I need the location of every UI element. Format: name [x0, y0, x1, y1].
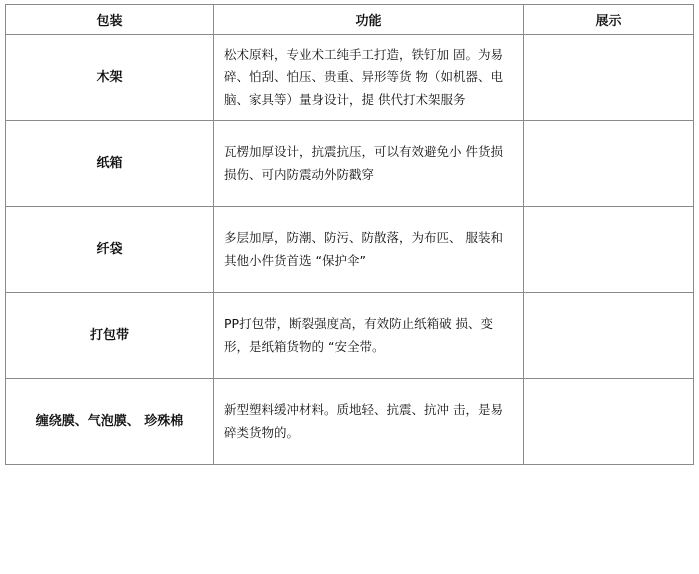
- table-row: [6, 207, 694, 293]
- table-row: [6, 35, 694, 121]
- packaging-image-cell-carton: [524, 121, 694, 207]
- packaging-name-wood-crate: 木架: [6, 35, 214, 121]
- packaging-image-cell-stretch-film: [524, 379, 694, 465]
- packaging-function-woven-bag: 多层加厚，防潮、防污、防散落，为布匹、 服装和其他小件货首选 “保护伞”: [214, 207, 524, 293]
- packaging-name-stretch-film: 缠绕膜、气泡膜、 珍殊棉: [6, 379, 214, 465]
- packaging-image-cell-strapping: [524, 293, 694, 379]
- packaging-name-strapping: 打包带: [6, 293, 214, 379]
- packaging-function-stretch-film: 新型塑料缓冲材料。质地轻、抗震、抗冲 击，是易碎类货物的。: [214, 379, 524, 465]
- table-body: [6, 35, 694, 465]
- table-row: [6, 379, 694, 465]
- packaging-image-cell-wood-crate: [524, 35, 694, 121]
- table-row: [6, 293, 694, 379]
- packaging-function-wood-crate: 松术原料，专业术工纯手工打造，铁钉加 固。为易碎、怕刮、怕压、贵重、异形等货 物（如机器、电脑、家具等）量身设计，提 供代打术架服务: [214, 35, 524, 121]
- packaging-name-woven-bag: 纤袋: [6, 207, 214, 293]
- column-header-display: 展示: [524, 5, 694, 35]
- table-row: [6, 121, 694, 207]
- packaging-spec-sheet: [0, 4, 699, 574]
- packaging-name-carton: 纸箱: [6, 121, 214, 207]
- header-row: [6, 5, 694, 35]
- table-header: [6, 5, 694, 35]
- column-header-packaging: 包装: [6, 5, 214, 35]
- packaging-function-strapping: PP打包带，断裂强度高，有效防止纸箱破 损、变形，是纸箱货物的 “安全带。: [214, 293, 524, 379]
- packaging-image-cell-woven-bag: [524, 207, 694, 293]
- column-header-function: 功能: [214, 5, 524, 35]
- packaging-table: [5, 4, 694, 465]
- packaging-function-carton: 瓦楞加厚设计，抗震抗压，可以有效避免小 件货损损伤、可内防震动外防戳穿: [214, 121, 524, 207]
